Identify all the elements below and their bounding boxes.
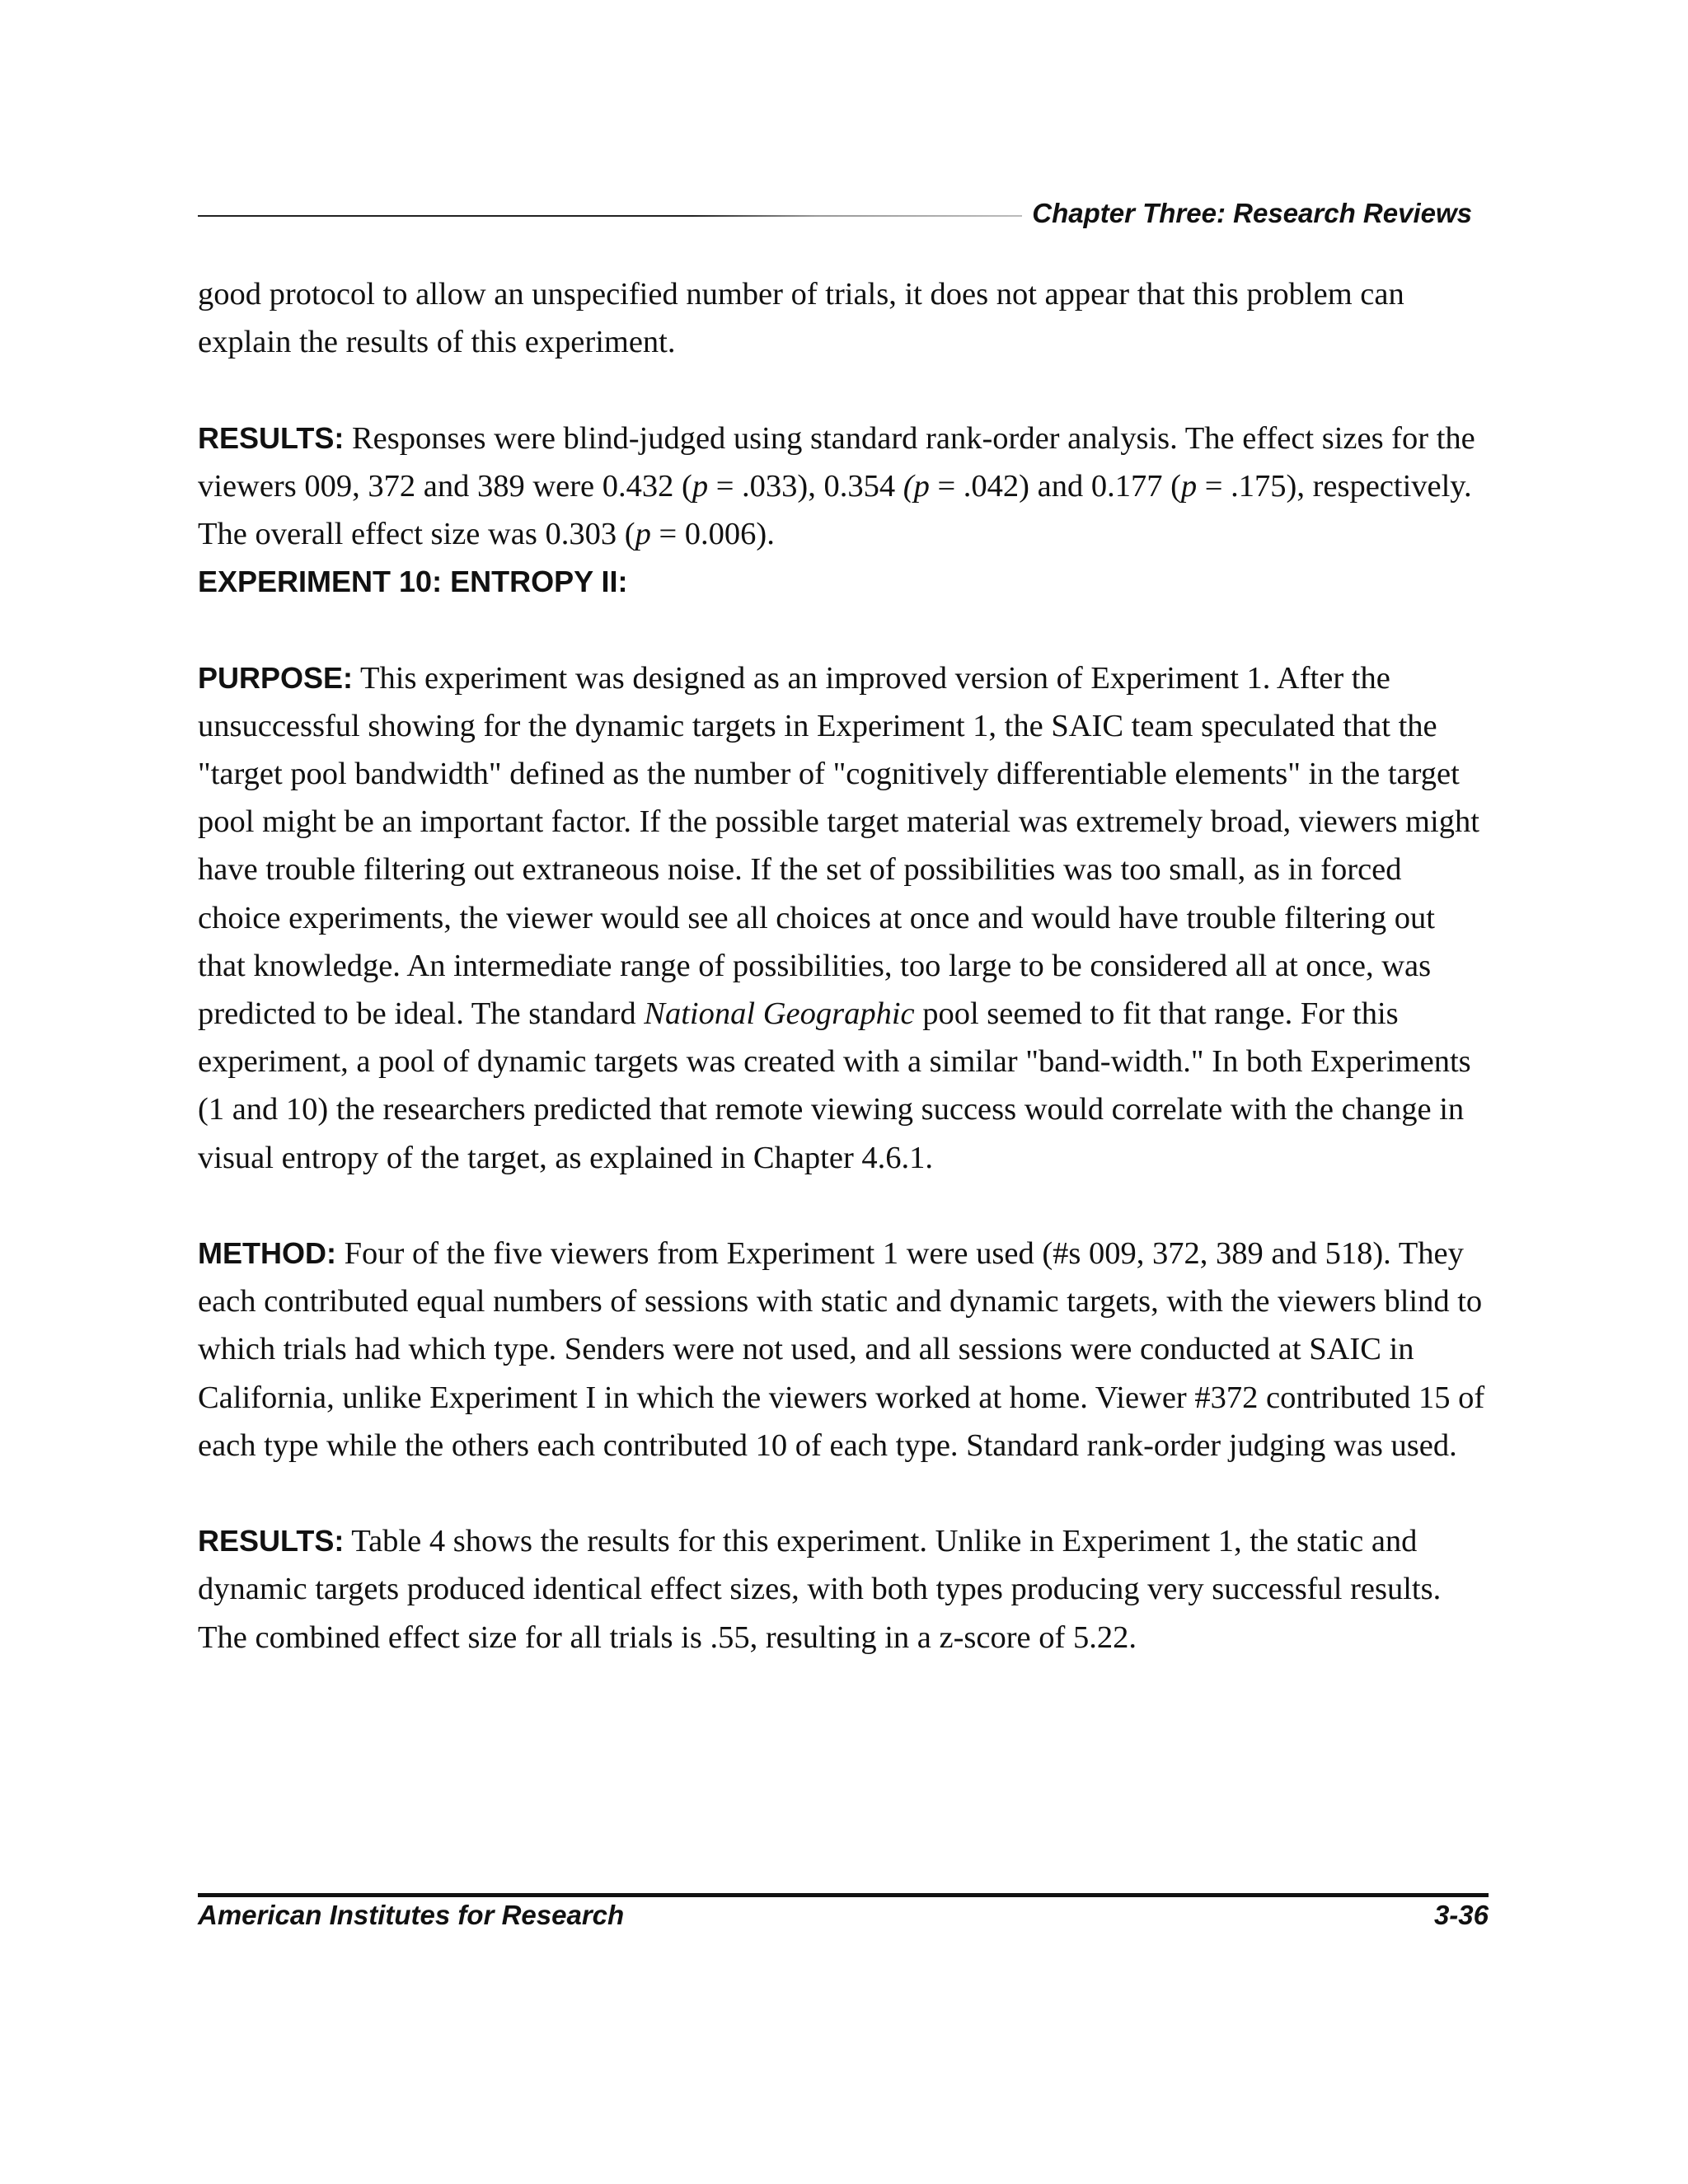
p-value-symbol: (p — [903, 468, 930, 504]
body-text — [198, 270, 1489, 1661]
results-text-part: = .033), 0.354 — [708, 468, 903, 504]
results-text-part: = 0.006). — [650, 517, 775, 551]
results-text-part: Responses were blind-judged using standard rank-order analysis. The effect sizes for the viewers 009, 372 and 389 were 0.432 ( — [198, 420, 1475, 504]
p-value-symbol: p — [692, 468, 709, 504]
results-label: RESULTS: — [198, 1524, 345, 1558]
footer-rule — [198, 1893, 1489, 1897]
paragraph-gap — [198, 1182, 1489, 1230]
purpose-paragraph — [198, 654, 1489, 1182]
footer-organization: American Institutes for Research — [198, 1900, 625, 1930]
paragraph-gap — [198, 366, 1489, 414]
p-value-symbol: p — [1180, 468, 1198, 504]
experiment-heading: EXPERIMENT 10: ENTROPY II: — [198, 565, 628, 599]
p-value-symbol: p — [635, 517, 651, 551]
method-text: Four of the five viewers from Experiment 1 were used (#s 009, 372, 389 and 518). They each contributed equal numbers of sessions with static and dynamic targets, with the viewers blind to which trials had which type. Senders were not used, and all sessions were conducted at SAIC in California, unlike Experiment I in which the viewers worked at home. Viewer #372 contributed 15 of each type while the others each contributed 10 of each type. Standard rank-order judging was used. — [198, 1236, 1485, 1463]
page-number: 3-36 — [1433, 1900, 1489, 1930]
results-paragraph-1 — [198, 415, 1489, 559]
paragraph-gap — [198, 606, 1489, 654]
results-label: RESULTS: — [198, 420, 345, 455]
purpose-label: PURPOSE: — [198, 660, 354, 695]
intro-paragraph: good protocol to allow an unspecified number of trials, it does not appear that this problem can explain the results of this experiment. — [198, 277, 1404, 360]
results-text-part: = .042) and 0.177 ( — [929, 468, 1181, 504]
method-label: METHOD: — [198, 1236, 336, 1271]
results-text-part: = .175), respectively. The overall effect size was 0.303 ( — [198, 468, 1472, 551]
paragraph-gap — [198, 1469, 1489, 1517]
results-paragraph-2 — [198, 1517, 1489, 1661]
purpose-text-part: pool seemed to fit that range. For this experiment, a pool of dynamic targets was created with a similar "band-width." In both Experiments (1 and 10) the researchers predicted that remote viewing success would correlate with the change in visual entropy of the target, as explained in Chapter 4.6.1. — [198, 996, 1471, 1175]
chapter-title: Chapter Three: Research Reviews — [1032, 198, 1472, 228]
method-paragraph — [198, 1230, 1489, 1469]
header-rule — [198, 215, 1022, 217]
results-text: Table 4 shows the results for this experiment. Unlike in Experiment 1, the static and dynamic targets produced identical effect sizes, with both types producing very successful results. The combined effect size for all trials is .55, resulting in a z-score of 5.22. — [198, 1524, 1442, 1655]
purpose-text-part: This experiment was designed as an improved version of Experiment 1. After the unsuccessful showing for the dynamic targets in Experiment 1, the SAIC team speculated that the "target pool bandwidth" defined as the number of "cognitively differentiable elements" in the target pool might be an important factor. If the possible target material was extremely broad, viewers might have trouble filtering out extraneous noise. If the set of possibilities was too small, as in forced choice experiments, the viewer would see all choices at once and would have trouble filtering out that knowledge. An intermediate range of possibilities, too large to be considered all at once, was predicted to be ideal. The standard — [198, 660, 1479, 1032]
publication-title: National Geographic — [644, 996, 915, 1032]
